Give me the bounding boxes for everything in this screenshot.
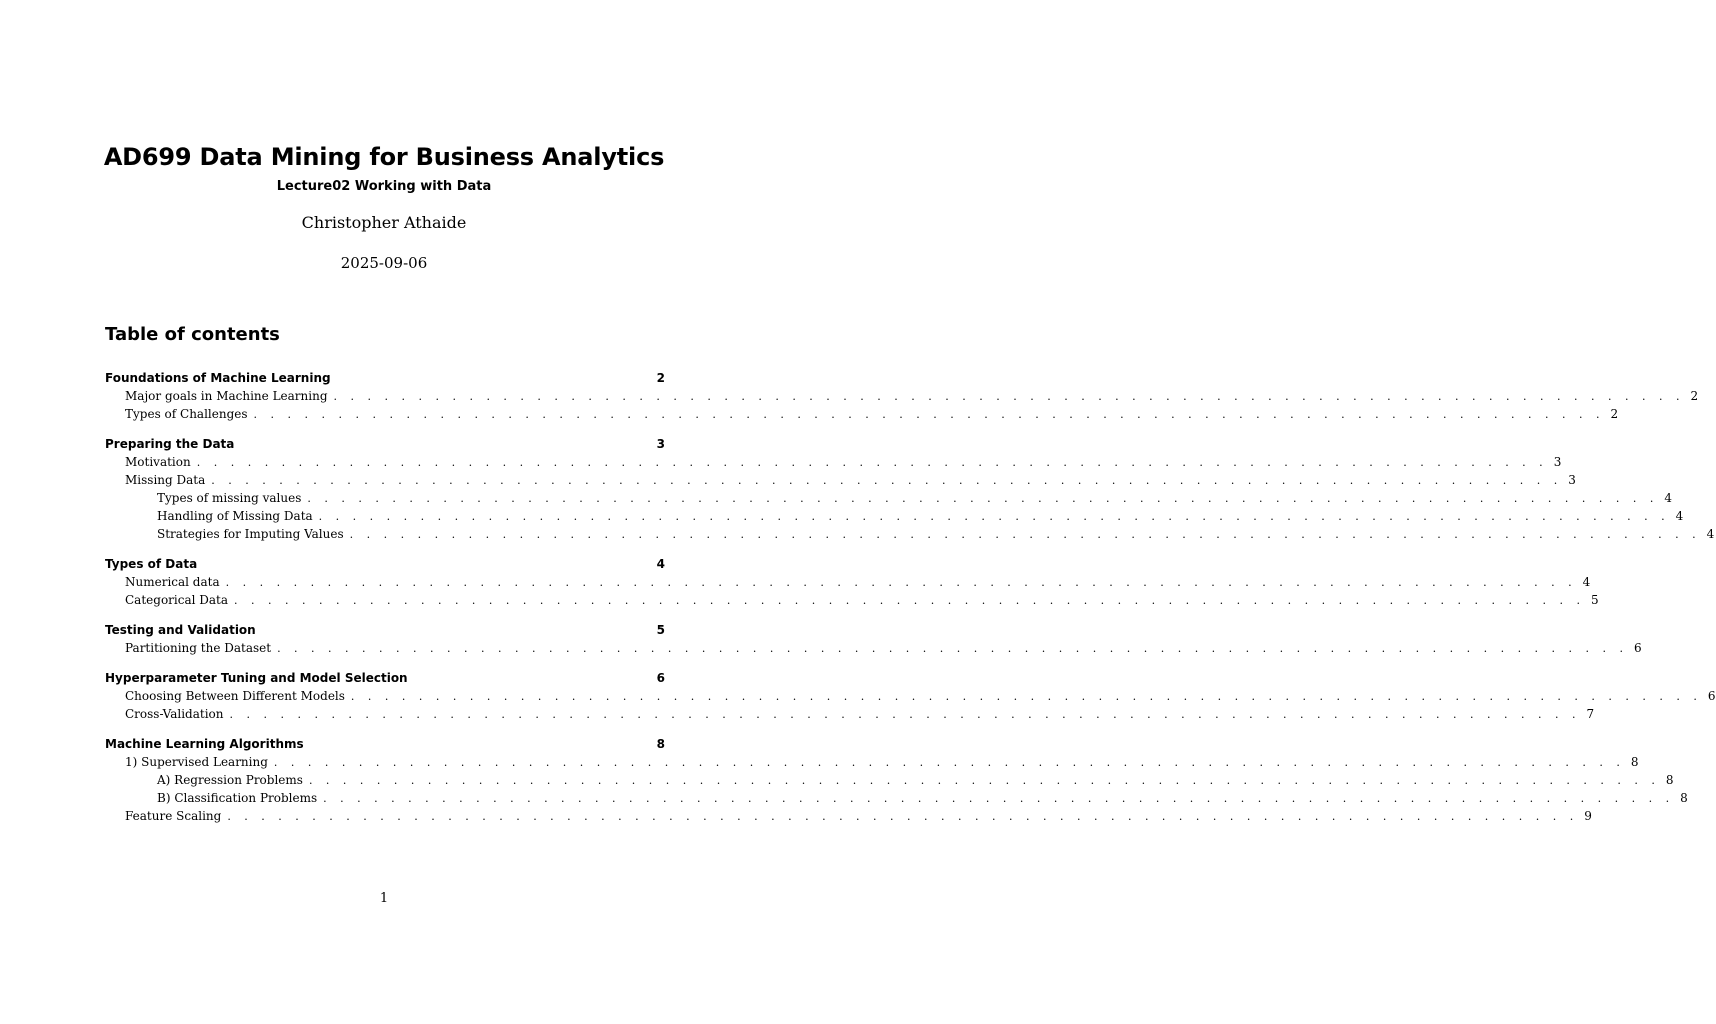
toc-section-label: Foundations of Machine Learning	[105, 371, 331, 385]
toc-entry[interactable]	[105, 687, 1716, 705]
toc-section-entry[interactable]	[105, 669, 665, 687]
toc-section-page: 5	[656, 623, 665, 637]
toc-entry-page: 3	[1553, 455, 1562, 469]
toc-entry-label: A) Regression Problems	[157, 773, 303, 787]
toc-dot-leader: . . . . . . . . . . . . . . . . . . . . . . . . . . . . . . . . . . . . . . . . . . . . . . . . . . . . . . . . . . . . . . . . . . . . . . . . . . . . . . . .	[253, 408, 1605, 421]
toc-entry[interactable]	[105, 573, 1591, 591]
toc-section-page: 6	[656, 671, 665, 685]
toc-dot-leader: . . . . . . . . . . . . . . . . . . . . . . . . . . . . . . . . . . . . . . . . . . . . . . . . . . . . . . . . . . . . . . . . . . . . . . . . . . . . . . . .	[196, 456, 1548, 469]
toc-section-label: Types of Data	[105, 557, 198, 571]
toc-section-entry[interactable]	[105, 555, 665, 573]
toc-entry[interactable]	[105, 471, 1576, 489]
toc-section-label: Hyperparameter Tuning and Model Selection	[105, 671, 408, 685]
toc-section-page: 4	[656, 557, 665, 571]
toc-entry[interactable]	[105, 489, 1672, 507]
toc-section-page: 3	[656, 437, 665, 451]
toc-section-entry[interactable]	[105, 369, 665, 387]
toc-dot-leader: . . . . . . . . . . . . . . . . . . . . . . . . . . . . . . . . . . . . . . . . . . . . . . . . . . . . . . . . . . . . . . . . . . . . . . . . . . . . . . . .	[273, 756, 1625, 769]
toc-entry-page: 4	[1582, 575, 1591, 589]
toc-entry-label: Types of missing values	[157, 491, 302, 505]
toc-entry-label: 1) Supervised Learning	[125, 755, 268, 769]
toc-entry[interactable]	[105, 405, 1619, 423]
toc-entry[interactable]	[105, 525, 1715, 543]
toc-entry[interactable]	[105, 753, 1639, 771]
toc-entry-page: 6	[1634, 641, 1642, 655]
toc-dot-leader: . . . . . . . . . . . . . . . . . . . . . . . . . . . . . . . . . . . . . . . . . . . . . . . . . . . . . . . . . . . . . . . . . . . . . . . . . . . . . . . .	[318, 510, 1670, 523]
toc-entry-label: Major goals in Machine Learning	[125, 389, 328, 403]
toc-entry[interactable]	[105, 639, 1642, 657]
toc-section	[105, 621, 1642, 657]
toc-entry-label: Feature Scaling	[125, 809, 222, 823]
toc-entry[interactable]	[105, 771, 1674, 789]
toc-section	[105, 369, 1699, 423]
toc-entry[interactable]	[105, 807, 1592, 825]
toc-section	[105, 435, 1715, 543]
toc-entry-label: Cross-Validation	[125, 707, 224, 721]
toc-entry-page: 8	[1665, 773, 1674, 787]
toc-section	[105, 735, 1688, 825]
toc-dot-leader: . . . . . . . . . . . . . . . . . . . . . . . . . . . . . . . . . . . . . . . . . . . . . . . . . . . . . . . . . . . . . . . . . . . . . . . . . . . . . . . .	[229, 708, 1581, 721]
document-date: 2025-09-06	[340, 254, 428, 272]
toc-dot-leader: . . . . . . . . . . . . . . . . . . . . . . . . . . . . . . . . . . . . . . . . . . . . . . . . . . . . . . . . . . . . . . . . . . . . . . . . . . . . . . . .	[277, 642, 1629, 655]
toc-entry-label: Types of Challenges	[125, 407, 248, 421]
document-subtitle: Lecture02 Working with Data	[276, 179, 492, 194]
toc-entry-page: 5	[1591, 593, 1599, 607]
toc-entry-label: B) Classification Problems	[157, 791, 318, 805]
toc-dot-leader: . . . . . . . . . . . . . . . . . . . . . . . . . . . . . . . . . . . . . . . . . . . . . . . . . . . . . . . . . . . . . . . . . . . . . . . . . . . . . . . .	[349, 528, 1701, 541]
toc-entry-label: Missing Data	[125, 473, 206, 487]
toc-section-label: Machine Learning Algorithms	[105, 737, 304, 751]
toc-section	[105, 555, 1599, 609]
document-author: Christopher Athaide	[301, 213, 467, 232]
toc-entry-page: 6	[1707, 689, 1716, 703]
table-of-contents	[105, 369, 1716, 837]
page-number: 1	[379, 891, 389, 906]
document-title: AD699 Data Mining for Business Analytics	[103, 143, 665, 171]
toc-entry-label: Numerical data	[125, 575, 220, 589]
toc-entry[interactable]	[105, 387, 1699, 405]
toc-entry-page: 2	[1690, 389, 1699, 403]
toc-entry-page: 4	[1675, 509, 1684, 523]
toc-dot-leader: . . . . . . . . . . . . . . . . . . . . . . . . . . . . . . . . . . . . . . . . . . . . . . . . . . . . . . . . . . . . . . . . . . . . . . . . . . . . . . . .	[333, 390, 1685, 403]
toc-section-page: 8	[656, 737, 665, 751]
toc-section-label: Testing and Validation	[105, 623, 256, 637]
toc-entry-label: Handling of Missing Data	[157, 509, 313, 523]
toc-entry-page: 4	[1664, 491, 1672, 505]
toc-dot-leader: . . . . . . . . . . . . . . . . . . . . . . . . . . . . . . . . . . . . . . . . . . . . . . . . . . . . . . . . . . . . . . . . . . . . . . . . . . . . . . . .	[350, 690, 1702, 703]
toc-entry[interactable]	[105, 705, 1595, 723]
toc-entry-page: 3	[1568, 473, 1576, 487]
toc-entry-label: Strategies for Imputing Values	[157, 527, 344, 541]
toc-entry[interactable]	[105, 789, 1688, 807]
toc-entry-label: Categorical Data	[125, 593, 229, 607]
toc-entry[interactable]	[105, 507, 1684, 525]
toc-section	[105, 669, 1716, 723]
toc-dot-leader: . . . . . . . . . . . . . . . . . . . . . . . . . . . . . . . . . . . . . . . . . . . . . . . . . . . . . . . . . . . . . . . . . . . . . . . . . . . . . . . .	[227, 810, 1579, 823]
toc-dot-leader: . . . . . . . . . . . . . . . . . . . . . . . . . . . . . . . . . . . . . . . . . . . . . . . . . . . . . . . . . . . . . . . . . . . . . . . . . . . . . . . .	[308, 774, 1660, 787]
toc-entry-page: 8	[1630, 755, 1639, 769]
toc-section-entry[interactable]	[105, 621, 665, 639]
toc-section-page: 2	[656, 371, 665, 385]
toc-entry-page: 4	[1706, 527, 1715, 541]
toc-dot-leader: . . . . . . . . . . . . . . . . . . . . . . . . . . . . . . . . . . . . . . . . . . . . . . . . . . . . . . . . . . . . . . . . . . . . . . . . . . . . . . . .	[225, 576, 1577, 589]
toc-section-entry[interactable]	[105, 735, 665, 753]
toc-entry-page: 8	[1680, 791, 1688, 805]
toc-dot-leader: . . . . . . . . . . . . . . . . . . . . . . . . . . . . . . . . . . . . . . . . . . . . . . . . . . . . . . . . . . . . . . . . . . . . . . . . . . . . . . . .	[307, 492, 1659, 505]
toc-entry-label: Motivation	[125, 455, 191, 469]
toc-dot-leader: . . . . . . . . . . . . . . . . . . . . . . . . . . . . . . . . . . . . . . . . . . . . . . . . . . . . . . . . . . . . . . . . . . . . . . . . . . . . . . . .	[323, 792, 1675, 805]
toc-entry-page: 2	[1610, 407, 1619, 421]
toc-entry-label: Choosing Between Different Models	[125, 689, 345, 703]
toc-entry[interactable]	[105, 453, 1562, 471]
toc-heading: Table of contents	[105, 324, 280, 345]
toc-section-label: Preparing the Data	[105, 437, 235, 451]
toc-dot-leader: . . . . . . . . . . . . . . . . . . . . . . . . . . . . . . . . . . . . . . . . . . . . . . . . . . . . . . . . . . . . . . . . . . . . . . . . . . . . . . . .	[234, 594, 1585, 607]
toc-entry[interactable]	[105, 591, 1599, 609]
toc-section-entry[interactable]	[105, 435, 665, 453]
toc-entry-page: 9	[1584, 809, 1592, 823]
toc-entry-label: Partitioning the Dataset	[125, 641, 272, 655]
toc-dot-leader: . . . . . . . . . . . . . . . . . . . . . . . . . . . . . . . . . . . . . . . . . . . . . . . . . . . . . . . . . . . . . . . . . . . . . . . . . . . . . . . .	[211, 474, 1563, 487]
toc-entry-page: 7	[1586, 707, 1595, 721]
